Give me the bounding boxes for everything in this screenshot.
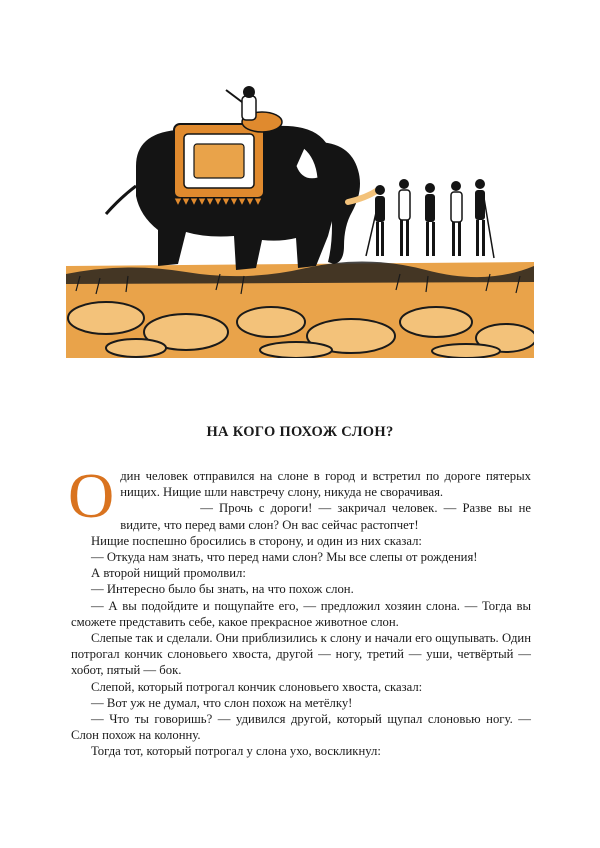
paragraph: Слепые так и сделали. Они приблизились к слону и начали его ощупывать. Один потрогал кончик слоновьего хвоста, другой — ногу, третий — уши, четвёртый — хобот, пятый — бок. bbox=[71, 631, 531, 678]
story-text bbox=[68, 460, 531, 760]
saddle-cloth bbox=[174, 124, 264, 206]
paragraph: Нищие поспешно бросились в сторону, и один из них сказал: bbox=[91, 533, 422, 548]
paragraph: Слепой, который потрогал кончик слоновьего хвоста, сказал: bbox=[91, 679, 423, 694]
paragraph: — А вы подойдите и пощупайте его, — предложил хозяин слона. — Тогда вы сможете представить себе, какое прекрасное животное слон. bbox=[71, 598, 531, 629]
paragraph: — Откуда нам знать, что перед нами слон? Мы все слепы от рождения! bbox=[91, 550, 478, 565]
paragraph: — Прочь с дороги! — закричал человек. — Разве вы не видите, что перед вами слон? Он вас сейчас растопчет! bbox=[120, 501, 531, 532]
paragraph: дин человек отправился на слоне в город и встретил по дороге пятерых нищих. Нищие шли навстречу слону, никуда не сворачивая. bbox=[120, 469, 531, 500]
paragraph: Тогда тот, который потрогал у слона ухо, воскликнул: bbox=[91, 744, 381, 759]
story-title: НА КОГО ПОХОЖ СЛОН? bbox=[206, 424, 394, 440]
paragraph: — Интересно было бы знать, на что похож слон. bbox=[91, 582, 354, 597]
blind-men bbox=[366, 179, 494, 258]
paragraph: — Вот уж не думал, что слон похож на метёлку! bbox=[91, 695, 353, 710]
paragraph: А второй нищий промолвил: bbox=[91, 566, 246, 581]
paragraph: — Что ты говоришь? — удивился другой, который щупал слоновью ногу. — Слон похож на колонну. bbox=[71, 712, 531, 743]
elephant-illustration bbox=[66, 86, 534, 358]
drop-cap: О bbox=[68, 460, 115, 531]
